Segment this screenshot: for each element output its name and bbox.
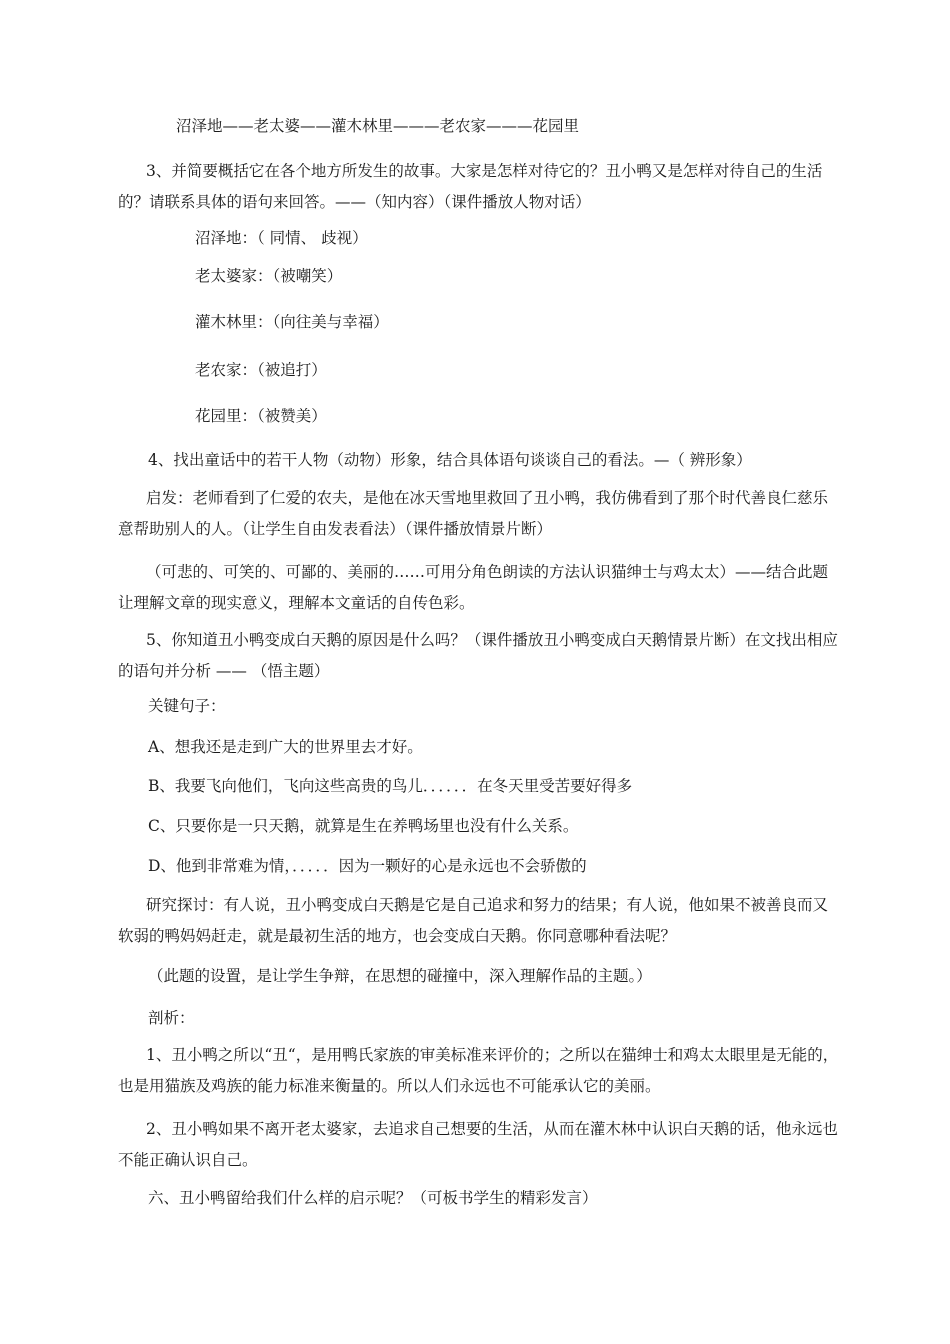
key-sentence-a: A、想我还是走到广大的世界里去才好。	[148, 738, 423, 756]
key-sentence-c: C、只要你是一只天鹅，就算是生在养鸭场里也没有什么关系。	[148, 817, 579, 835]
analysis-point-1: 1、丑小鸭之所以“丑“，是用鸭氏家族的审美标准来评价的；之所以在猫绅士和鸡太太眼里是无能的，也是用猫族及鸡族的能力标准来衡量的。所以人们永远也不可能承认它的美丽。	[118, 1046, 839, 1095]
key-sentence-b: B、我要飞向他们，飞向这些高贵的鸟儿．．．．．．在冬天里受苦要好得多	[148, 777, 633, 795]
key-sentences-title: 关键句子：	[148, 697, 226, 715]
place-marsh: 沼泽地：（ 同情、 歧视）	[195, 229, 368, 247]
analysis-point-2: 2、丑小鸭如果不离开老太婆家，去追求自己想要的生活，从而在灌木林中认识白天鹅的话，他永远也不能正确认识自己。	[118, 1120, 838, 1169]
question-3: 3、并简要概括它在各个地方所发生的故事。大家是怎样对待它的？丑小鸭又是怎样对待自己的生活的？请联系具体的语句来回答。——（知内容）（课件播放人物对话）	[118, 162, 823, 211]
place-old-farmer-house: 老农家：（被追打）	[195, 361, 327, 379]
place-shrubland: 灌木林里：（向往美与幸福）	[195, 313, 389, 331]
place-garden: 花园里：（被赞美）	[195, 407, 327, 425]
character-note: （可悲的、可笑的、可鄙的、美丽的……可用分角色朗读的方法认识猫绅士与鸡太太）——结合此题让理解文章的现实意义，理解本文童话的自传色彩。	[118, 563, 829, 612]
inspiration-paragraph: 启发：老师看到了仁爱的农夫，是他在冰天雪地里救回了丑小鸭，我仿佛看到了那个时代善良仁慈乐意帮助别人的人。（让学生自由发表看法）（课件播放情景片断）	[118, 489, 829, 538]
place-old-woman-house: 老太婆家：（被嘲笑）	[195, 267, 343, 285]
question-5: 5、你知道丑小鸭变成白天鹅的原因是什么吗？（课件播放丑小鸭变成白天鹅情景片断）在文找出相应的语句并分析 —— （悟主题）	[118, 631, 838, 680]
research-note: （此题的设置，是让学生争辩，在思想的碰撞中，深入理解作品的主题。）	[148, 967, 652, 985]
key-sentence-d: D、他到非常难为情，．．．．．因为一颗好的心是永远也不会骄傲的	[148, 857, 587, 875]
analysis-title: 剖析：	[148, 1009, 195, 1027]
question-4: 4、找出童话中的若干人物（动物）形象，结合具体语句谈谈自己的看法。—（ 辨形象）	[148, 451, 752, 469]
research-discussion: 研究探讨：有人说，丑小鸭变成白天鹅是它是自己追求和努力的结果；有人说，他如果不被善良而又软弱的鸭妈妈赶走，就是最初生活的地方，也会变成白天鹅。你同意哪种看法呢？	[118, 896, 829, 945]
route-line: 沼泽地——老太婆——灌木林里———老农家———花园里	[176, 117, 580, 135]
question-6: 六、丑小鸭留给我们什么样的启示呢？（可板书学生的精彩发言）	[148, 1189, 598, 1207]
